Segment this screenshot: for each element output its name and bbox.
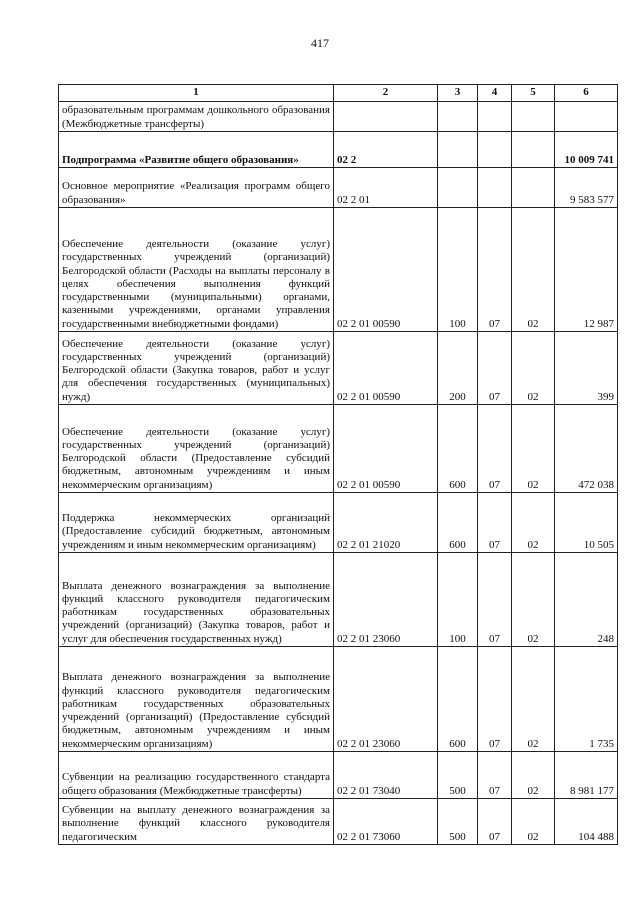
row-subsection: 02 (512, 752, 555, 799)
row-amount: 1 735 (555, 647, 618, 752)
table-row (59, 553, 618, 647)
row-section: 07 (478, 493, 512, 553)
row-description: Субвенции на выплату денежного вознаграждения за выполнение функций классного руководителя педагогическим (59, 799, 334, 845)
column-header: 6 (555, 85, 618, 102)
row-description: Обеспечение деятельности (оказание услуг) государственных учреждений (организаций) Белгородской области (Предоставление субсидий бюджетным, автономным учреждениям и иным некоммерческим организациям) (59, 405, 334, 493)
row-subsection: 02 (512, 405, 555, 493)
column-header: 3 (438, 85, 478, 102)
row-code: 02 2 01 23060 (334, 647, 438, 752)
row-expense-type: 100 (438, 208, 478, 332)
row-amount: 10 009 741 (555, 132, 618, 168)
row-description: Поддержка некоммерческих организаций (Предоставление субсидий бюджетным, автономным учреждениям и иным некоммерческим организациям) (59, 493, 334, 553)
row-code: 02 2 01 23060 (334, 553, 438, 647)
row-section: 07 (478, 647, 512, 752)
row-amount: 10 505 (555, 493, 618, 553)
row-expense-type (438, 168, 478, 208)
row-subsection: 02 (512, 553, 555, 647)
column-header: 2 (334, 85, 438, 102)
row-description: образовательным программам дошкольного образования (Межбюджетные трансферты) (59, 102, 334, 132)
row-section: 07 (478, 553, 512, 647)
table-header-row (59, 85, 618, 102)
row-code: 02 2 01 73060 (334, 799, 438, 845)
row-expense-type: 600 (438, 405, 478, 493)
table-row (59, 647, 618, 752)
row-amount: 12 987 (555, 208, 618, 332)
row-description: Субвенции на реализацию государственного стандарта общего образования (Межбюджетные трансферты) (59, 752, 334, 799)
row-section: 07 (478, 752, 512, 799)
row-expense-type: 100 (438, 553, 478, 647)
row-amount: 8 981 177 (555, 752, 618, 799)
row-description: Обеспечение деятельности (оказание услуг) государственных учреждений (организаций) Белгородской области (Расходы на выплаты персоналу в целях обеспечения выполнения функций государственными (муниципальными) органами, казенными учреждениями, органами управления государственными внебюджетными фондами) (59, 208, 334, 332)
row-section: 07 (478, 332, 512, 405)
row-subsection: 02 (512, 208, 555, 332)
row-description: Подпрограмма «Развитие общего образования» (59, 132, 334, 168)
row-subsection: 02 (512, 799, 555, 845)
row-expense-type: 600 (438, 647, 478, 752)
table-row (59, 102, 618, 132)
page-number: 417 (311, 36, 329, 50)
row-amount: 9 583 577 (555, 168, 618, 208)
row-expense-type: 500 (438, 752, 478, 799)
row-expense-type: 500 (438, 799, 478, 845)
table-row (59, 208, 618, 332)
row-expense-type: 600 (438, 493, 478, 553)
row-subsection (512, 132, 555, 168)
column-header: 1 (59, 85, 334, 102)
row-section (478, 102, 512, 132)
row-code: 02 2 01 73040 (334, 752, 438, 799)
row-subsection: 02 (512, 332, 555, 405)
table-row (59, 493, 618, 553)
row-amount (555, 102, 618, 132)
row-expense-type (438, 132, 478, 168)
row-amount: 399 (555, 332, 618, 405)
table-row (59, 132, 618, 168)
row-code: 02 2 01 00590 (334, 405, 438, 493)
row-amount: 248 (555, 553, 618, 647)
row-section: 07 (478, 799, 512, 845)
row-section (478, 168, 512, 208)
row-subsection: 02 (512, 493, 555, 553)
row-code: 02 2 01 00590 (334, 332, 438, 405)
row-expense-type: 200 (438, 332, 478, 405)
row-section (478, 132, 512, 168)
budget-table (58, 84, 618, 845)
table-row (59, 332, 618, 405)
row-code: 02 2 (334, 132, 438, 168)
table-row (59, 168, 618, 208)
row-description: Основное мероприятие «Реализация программ общего образования» (59, 168, 334, 208)
row-description: Выплата денежного вознаграждения за выполнение функций классного руководителя педагогическим работникам государственных образовательных учреждений (организаций) (Предоставление субсидий бюджетным, автономным учреждениям и иным некоммерческим организациям) (59, 647, 334, 752)
row-amount: 472 038 (555, 405, 618, 493)
row-subsection (512, 168, 555, 208)
row-section: 07 (478, 208, 512, 332)
column-header: 4 (478, 85, 512, 102)
row-code: 02 2 01 21020 (334, 493, 438, 553)
row-code (334, 102, 438, 132)
row-description: Выплата денежного вознаграждения за выполнение функций классного руководителя педагогическим работникам государственных образовательных учреждений (организаций) (Закупка товаров, работ и услуг для обеспечения государственных нужд) (59, 553, 334, 647)
column-header: 5 (512, 85, 555, 102)
table-row (59, 752, 618, 799)
row-code: 02 2 01 (334, 168, 438, 208)
row-section: 07 (478, 405, 512, 493)
row-expense-type (438, 102, 478, 132)
row-subsection: 02 (512, 647, 555, 752)
row-amount: 104 488 (555, 799, 618, 845)
row-subsection (512, 102, 555, 132)
row-description: Обеспечение деятельности (оказание услуг) государственных учреждений (организаций) Белгородской области (Закупка товаров, работ и услуг для обеспечения государственных (муниципальных) нужд) (59, 332, 334, 405)
row-code: 02 2 01 00590 (334, 208, 438, 332)
table-row (59, 405, 618, 493)
table-row (59, 799, 618, 845)
